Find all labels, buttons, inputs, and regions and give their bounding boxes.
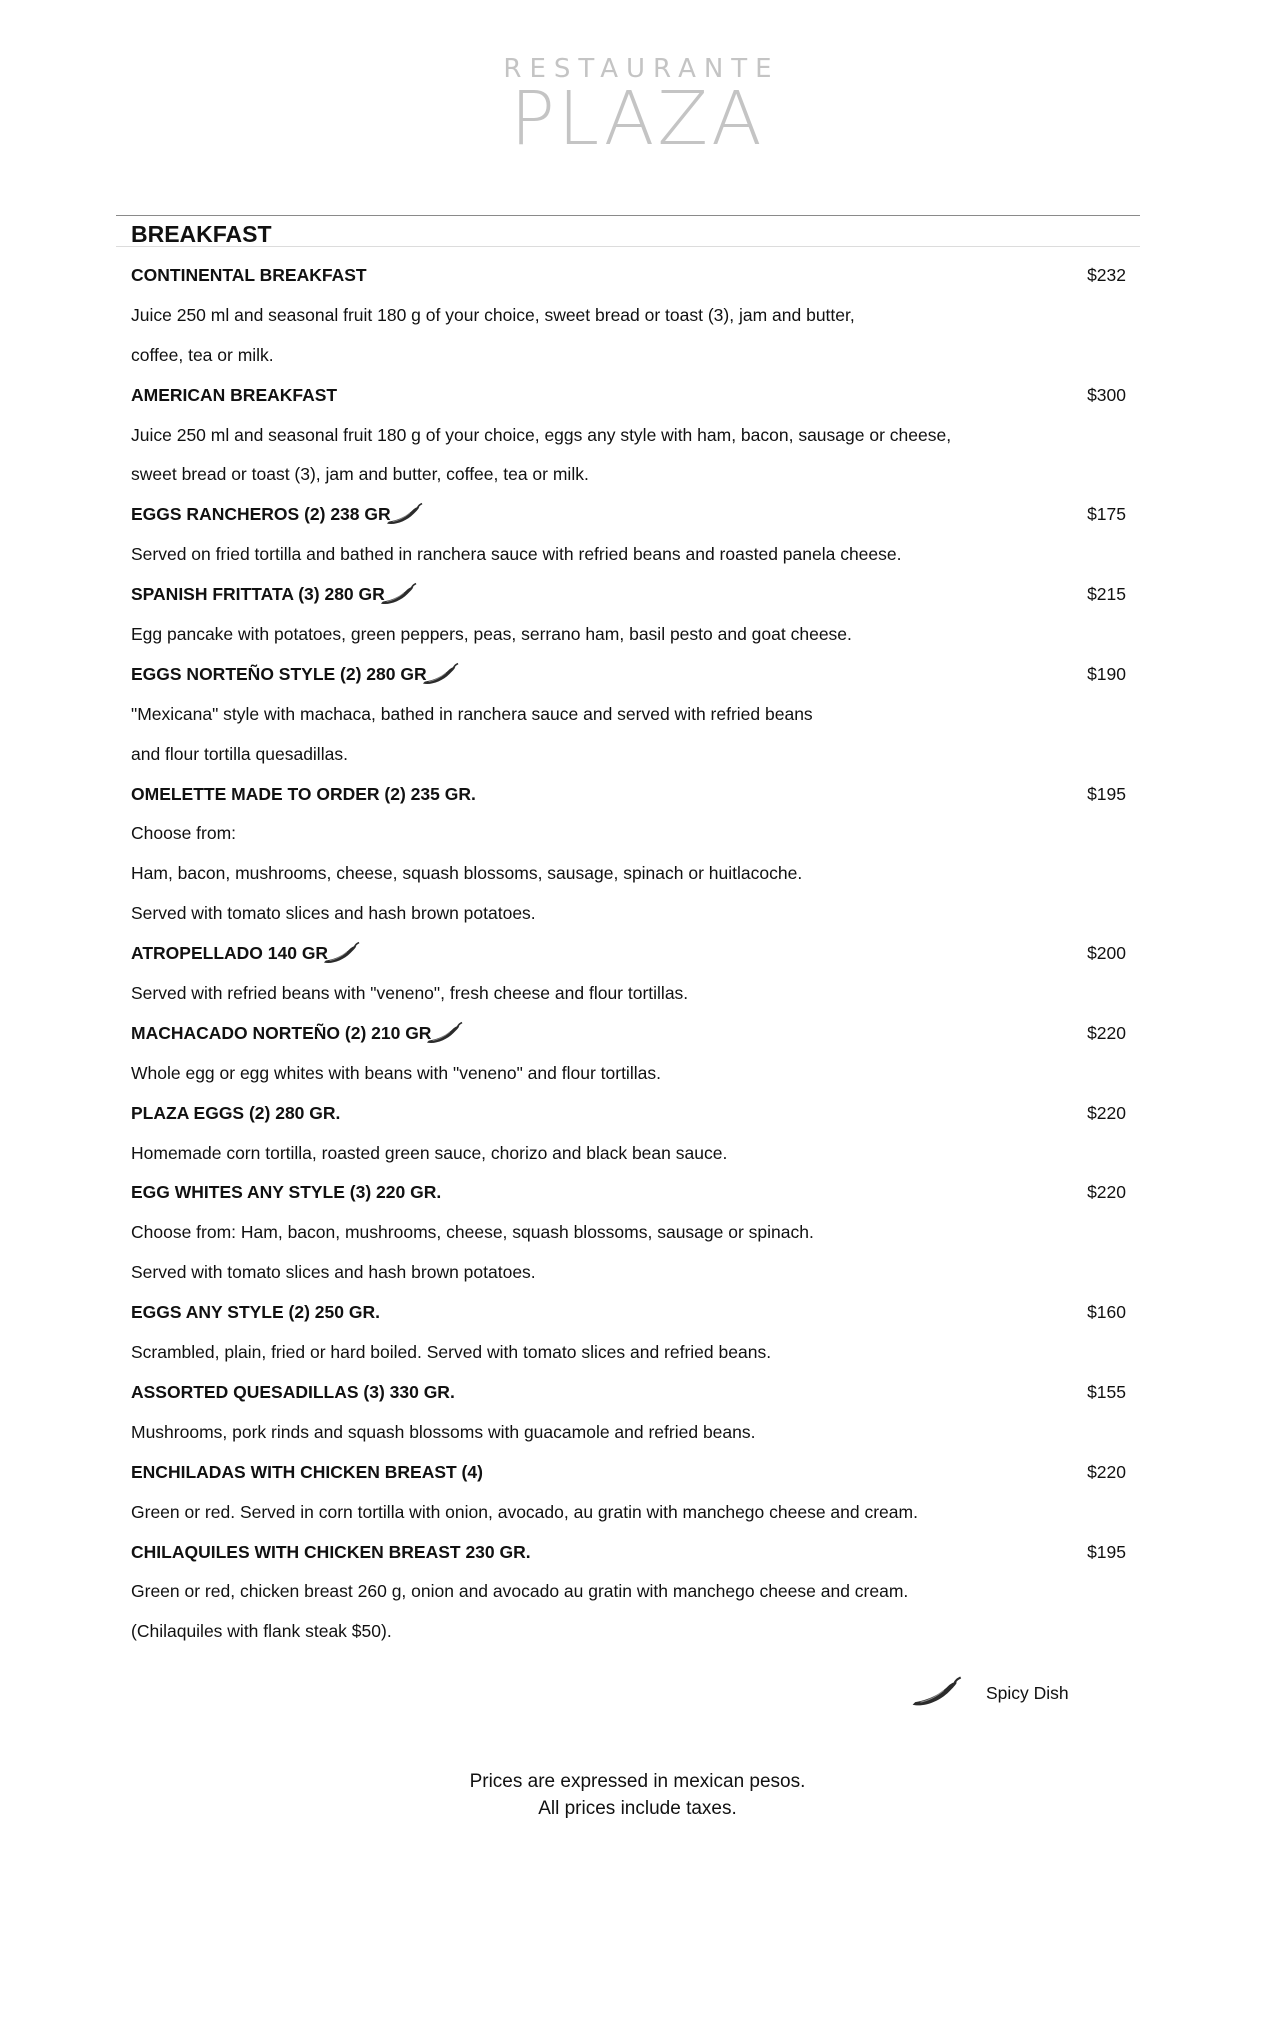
menu-item-price: $155 <box>1087 1381 1126 1402</box>
menu-item-price: $220 <box>1087 1102 1126 1123</box>
menu-item-description: Served with tomato slices and hash brown potatoes. <box>131 903 536 924</box>
menu-item-name: AMERICAN BREAKFAST <box>131 384 338 405</box>
logo-subtitle: RESTAURANTE <box>503 54 780 84</box>
chili-pepper-icon <box>425 1020 463 1048</box>
menu-item-price: $195 <box>1087 1541 1126 1562</box>
menu-item-price: $232 <box>1087 265 1126 285</box>
menu-item-description: Green or red. Served in corn tortilla with onion, avocado, au gratin with manchego cheese and cream. <box>131 1501 918 1522</box>
menu-item-description: Choose from: Ham, bacon, mushrooms, cheese, squash blossoms, sausage or spinach. <box>131 1222 814 1243</box>
chili-pepper-icon <box>421 661 459 689</box>
chili-pepper-icon <box>385 501 423 529</box>
menu-item-heading <box>131 1533 1126 1573</box>
section-title: BREAKFAST <box>131 221 272 247</box>
menu-item-description: Scrambled, plain, fried or hard boiled. Served with tomato slices and refried beans. <box>131 1342 772 1363</box>
logo-name: PLAZA <box>510 76 765 162</box>
menu-item-description: (Chilaquiles with flank steak $50). <box>131 1621 392 1642</box>
menu-item-heading <box>131 1453 1126 1493</box>
menu-item-description: Green or red, chicken breast 260 g, onion and avocado au gratin with manchego cheese and cream. <box>131 1581 909 1602</box>
menu-item-price: $215 <box>1087 584 1126 605</box>
menu-item-description: "Mexicana" style with machaca, bathed in ranchera sauce and served with refried beans <box>131 703 813 724</box>
menu-item-description: Egg pancake with potatoes, green peppers, peas, serrano ham, basil pesto and goat cheese. <box>131 624 852 645</box>
menu-item-price: $300 <box>1087 384 1126 405</box>
menu-item-name: ASSORTED QUESADILLAS (3) 330 GR. <box>131 1381 455 1402</box>
menu-item-description: Ham, bacon, mushrooms, cheese, squash blossoms, sausage, spinach or huitlacoche. <box>131 863 803 884</box>
menu-item-name: EGGS RANCHEROS (2) 238 GR <box>131 504 391 525</box>
menu-item-description: Served on fried tortilla and bathed in ranchera sauce with refried beans and roasted panela cheese. <box>131 544 902 565</box>
spicy-legend-label: Spicy Dish <box>986 1682 1069 1703</box>
menu-item-heading <box>131 256 1126 296</box>
price-note-line-2: All prices include taxes. <box>538 1798 737 1819</box>
menu-item-heading <box>131 934 1126 974</box>
menu-item-price: $220 <box>1087 1182 1126 1203</box>
menu-item-name: CHILAQUILES WITH CHICKEN BREAST 230 GR. <box>131 1541 531 1562</box>
menu-item-name: PLAZA EGGS (2) 280 GR. <box>131 1102 341 1123</box>
menu-item-heading <box>131 1373 1126 1413</box>
menu-item-name: OMELETTE MADE TO ORDER (2) 235 GR. <box>131 783 476 804</box>
section-divider <box>116 246 1140 247</box>
chili-pepper-icon <box>910 1676 962 1710</box>
top-divider <box>116 215 1140 216</box>
menu-item-description: Mushrooms, pork rinds and squash blossoms with guacamole and refried beans. <box>131 1421 756 1442</box>
menu-list <box>131 256 1126 1652</box>
menu-item-heading <box>131 376 1126 416</box>
menu-item-name: CONTINENTAL BREAKFAST <box>131 265 367 285</box>
menu-item-heading <box>131 1094 1126 1134</box>
spicy-legend <box>910 1673 1069 1713</box>
menu-item-description: Juice 250 ml and seasonal fruit 180 g of your choice, sweet bread or toast (3), jam and butter, <box>131 304 855 325</box>
menu-item-name: EGGS NORTEÑO STYLE (2) 280 GR <box>131 663 427 684</box>
menu-item-price: $220 <box>1087 1022 1126 1043</box>
menu-item-price: $160 <box>1087 1302 1126 1323</box>
price-note-line-1: Prices are expressed in mexican pesos. <box>469 1771 806 1792</box>
menu-item-name: MACHACADO NORTEÑO (2) 210 GR <box>131 1022 432 1043</box>
menu-item-description: Served with refried beans with "veneno", fresh cheese and flour tortillas. <box>131 983 689 1004</box>
chili-pepper-icon <box>322 940 360 968</box>
menu-item-heading <box>131 1173 1126 1213</box>
menu-item-heading <box>131 775 1126 815</box>
menu-item-description: Served with tomato slices and hash brown potatoes. <box>131 1262 536 1283</box>
menu-item-description: Whole egg or egg whites with beans with "veneno" and flour tortillas. <box>131 1062 661 1083</box>
menu-item-description: and flour tortilla quesadillas. <box>131 743 348 764</box>
menu-item-name: EGG WHITES ANY STYLE (3) 220 GR. <box>131 1182 442 1203</box>
menu-item-price: $200 <box>1087 943 1126 964</box>
menu-item-price: $220 <box>1087 1461 1126 1482</box>
restaurant-logo <box>0 54 1275 162</box>
price-note <box>0 1768 1275 1822</box>
chili-pepper-icon <box>379 581 417 609</box>
menu-item-heading <box>131 1293 1126 1333</box>
menu-item-description: sweet bread or toast (3), jam and butter, coffee, tea or milk. <box>131 464 589 485</box>
menu-item-heading <box>131 495 1126 535</box>
menu-item-description: Choose from: <box>131 823 237 844</box>
menu-item-heading <box>131 655 1126 695</box>
menu-item-price: $195 <box>1087 783 1126 804</box>
menu-item-description: coffee, tea or milk. <box>131 344 274 365</box>
menu-item-name: ENCHILADAS WITH CHICKEN BREAST (4) <box>131 1461 483 1482</box>
menu-item-price: $190 <box>1087 663 1126 684</box>
menu-item-price: $175 <box>1087 504 1126 525</box>
menu-item-name: SPANISH FRITTATA (3) 280 GR <box>131 584 385 605</box>
menu-item-heading <box>131 1014 1126 1054</box>
menu-item-description: Homemade corn tortilla, roasted green sauce, chorizo and black bean sauce. <box>131 1142 728 1163</box>
menu-item-heading <box>131 575 1126 615</box>
menu-item-name: EGGS ANY STYLE (2) 250 GR. <box>131 1302 380 1323</box>
menu-item-description: Juice 250 ml and seasonal fruit 180 g of your choice, eggs any style with ham, bacon, sausage or cheese, <box>131 424 952 445</box>
menu-item-name: ATROPELLADO 140 GR <box>131 943 329 964</box>
